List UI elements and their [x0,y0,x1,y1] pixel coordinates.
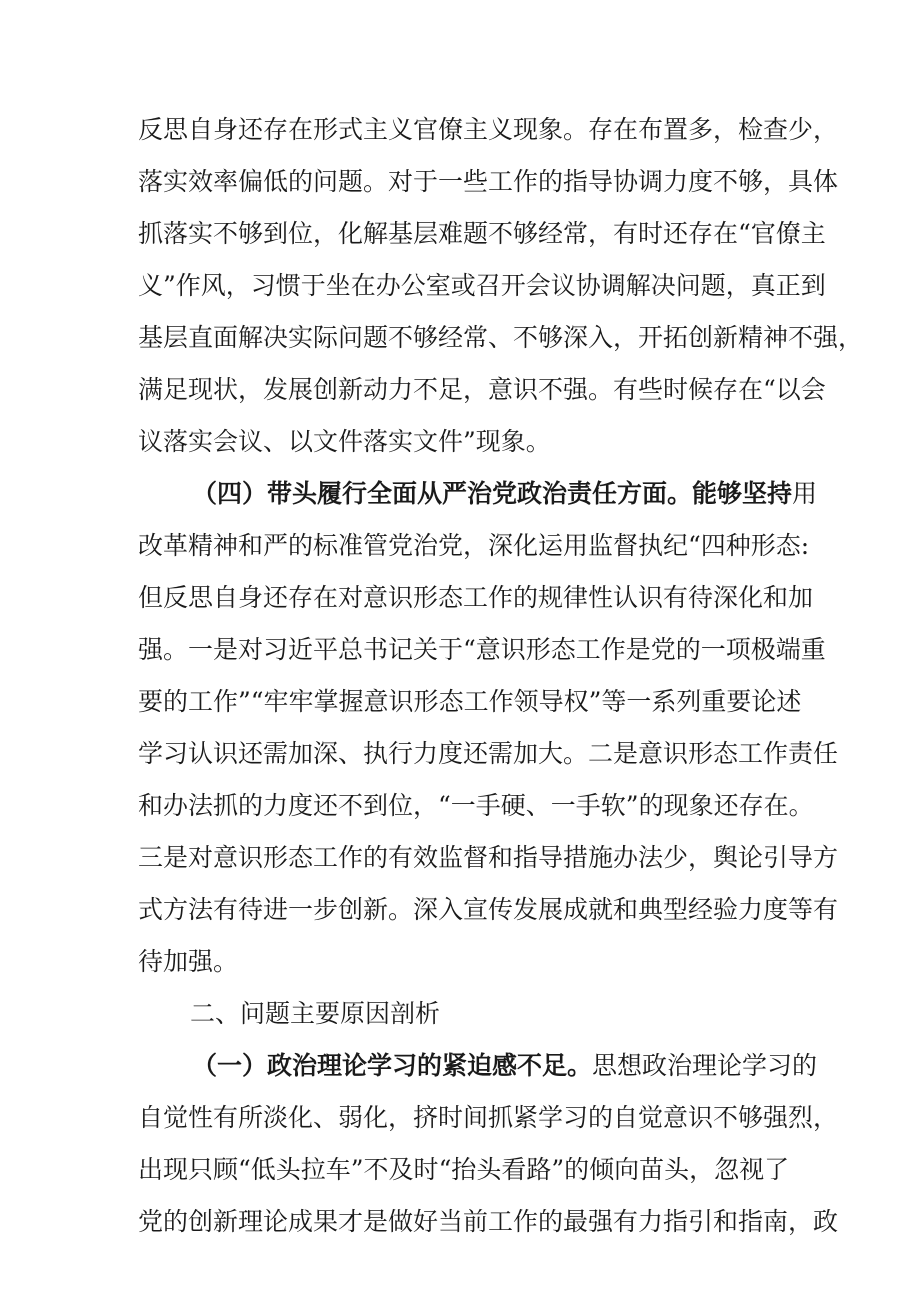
text-line: 义”作风，习惯于坐在办公室或召开会议协调解决问题，真正到 [138,271,826,300]
paragraph-lead-line [138,1040,818,1092]
text-line: 待加强。 [138,947,239,976]
text-line: 党的创新理论成果才是做好当前工作的最强有力指引和指南，政 [138,1207,839,1236]
text-line: 式方法有待进一步创新。深入宣传发展成就和典型经验力度等有 [138,895,839,924]
text-line: 满足现状，发展创新动力不足，意识不强。有些时候存在“以会 [138,375,826,404]
text-line: 学习认识还需加深、执行力度还需加大。二是意识形态工作责任 [138,739,839,768]
text-line: 三是对意识形态工作的有效监督和指导措施办法少，舆论引导方 [138,843,839,872]
paragraph-party-governance [138,468,839,988]
text-line: 落实效率偏低的问题。对于一些工作的指导协调力度不够，具体 [138,167,839,196]
text-line: 反思自身还存在形式主义官僚主义现象。存在布置多，检查少， [138,115,839,144]
text-line: 要的工作”“牢牢掌握意识形态工作领导权”等一系列重要论述 [138,687,802,716]
text-line: 但反思自身还存在对意识形态工作的规律性认识有待深化和加 [138,583,814,612]
lead-text: 用 [792,479,818,508]
section-heading: 二、问题主要原因剖析 [190,999,441,1028]
text-line: 基层直面解决实际问题不够经常、不够深入，开拓创新精神不强， [138,323,864,352]
subsection-title: （一）政治理论学习的紧迫感不足。 [192,1051,593,1080]
paragraph-theory-study [138,1040,839,1248]
text-line: 出现只顾“低头拉车”不及时“抬头看路”的倾向苗头，忽视了 [138,1155,790,1184]
paragraph-lead-line [138,468,818,520]
text-line: 自觉性有所淡化、弱化，挤时间抓紧学习的自觉意识不够强烈， [138,1103,839,1132]
text-line: 和办法抓的力度还不到位，“一手硬、一手软”的现象还存在。 [138,791,814,820]
text-line: 抓落实不够到位，化解基层难题不够经常，有时还存在“官僚主 [138,219,826,248]
paragraph-formalism [138,104,864,468]
lead-text: 思想政治理论学习的 [592,1051,818,1080]
text-line: 改革精神和严的标准管党治党，深化运用监督执纪“四种形态: [138,531,810,560]
document-body [138,104,864,1248]
text-line: 议落实会议、以文件落实文件”现象。 [138,427,551,456]
text-line: 强。一是对习近平总书记关于“意识形态工作是党的一项极端重 [138,635,826,664]
subsection-title: （四）带头履行全面从严治党政治责任方面。能够坚持 [192,479,793,508]
